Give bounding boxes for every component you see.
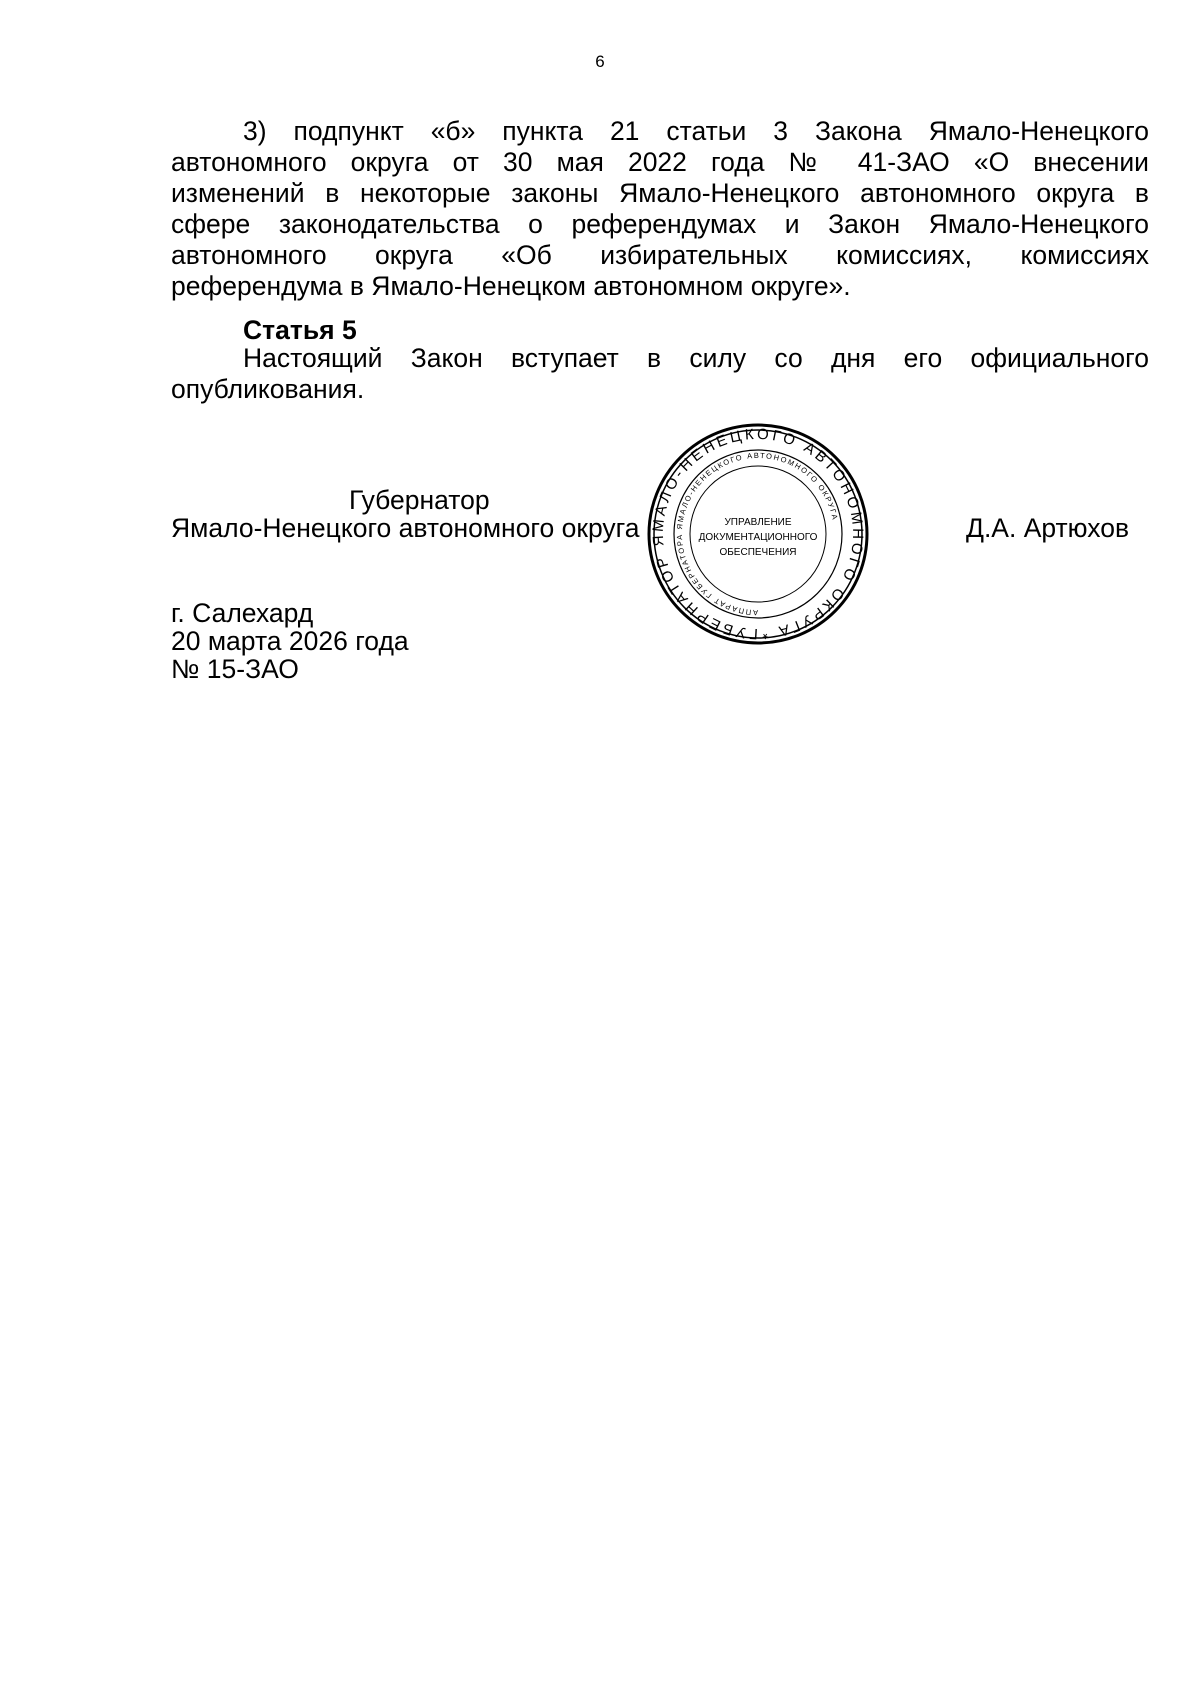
article-5-heading: Статья 5	[243, 315, 357, 345]
text-line: референдума в Ямало-Ненецком автономном округе».	[171, 271, 851, 301]
signatory-title-line1: Губернатор	[349, 485, 490, 515]
official-seal-stamp	[646, 422, 870, 646]
article-5-paragraph	[171, 343, 1149, 405]
text-line: Настоящий Закон вступает в силу со дня его официального	[243, 343, 1149, 373]
signatory-title-line2: Ямало-Ненецкого автономного округа	[171, 513, 640, 543]
text-line: опубликования.	[171, 374, 365, 404]
text-line: автономного округа «Об избирательных комиссиях, комиссиях	[171, 240, 1149, 270]
seal-center-line2: ДОКУМЕНТАЦИОННОГО	[698, 532, 818, 543]
date: 20 марта 2026 года	[171, 626, 409, 656]
page-number: 6	[595, 52, 605, 71]
text-line: изменений в некоторые законы Ямало-Ненецкого автономного округа в	[171, 178, 1149, 208]
item-3-paragraph	[171, 116, 1149, 302]
text-line: 3) подпункт «б» пункта 21 статьи 3 Закона Ямало-Ненецкого	[243, 116, 1149, 146]
text-line: автономного округа от 30 мая 2022 года № 41-ЗАО «О внесении	[171, 147, 1149, 177]
seal-inner-text: АППАРАТ ГУБЕРНАТОРА ЯМАЛО-НЕНЕЦКОГО АВТОНОМНОГО ОКРУГА	[674, 450, 840, 618]
city: г. Салехард	[171, 598, 314, 628]
signatory-name: Д.А. Артюхов	[966, 513, 1130, 543]
seal-center-line3: ОБЕСПЕЧЕНИЯ	[719, 547, 797, 558]
seal-outer-text: ГУБЕРНАТОР ЯМАЛО-НЕНЕЦКОГО АВТОНОМНОГО ОКРУГА *	[649, 425, 867, 643]
law-number: № 15-ЗАО	[171, 654, 299, 684]
seal-center-line1: УПРАВЛЕНИЕ	[724, 517, 792, 528]
text-line: сфере законодательства о референдумах и Закон Ямало-Ненецкого	[171, 209, 1149, 239]
